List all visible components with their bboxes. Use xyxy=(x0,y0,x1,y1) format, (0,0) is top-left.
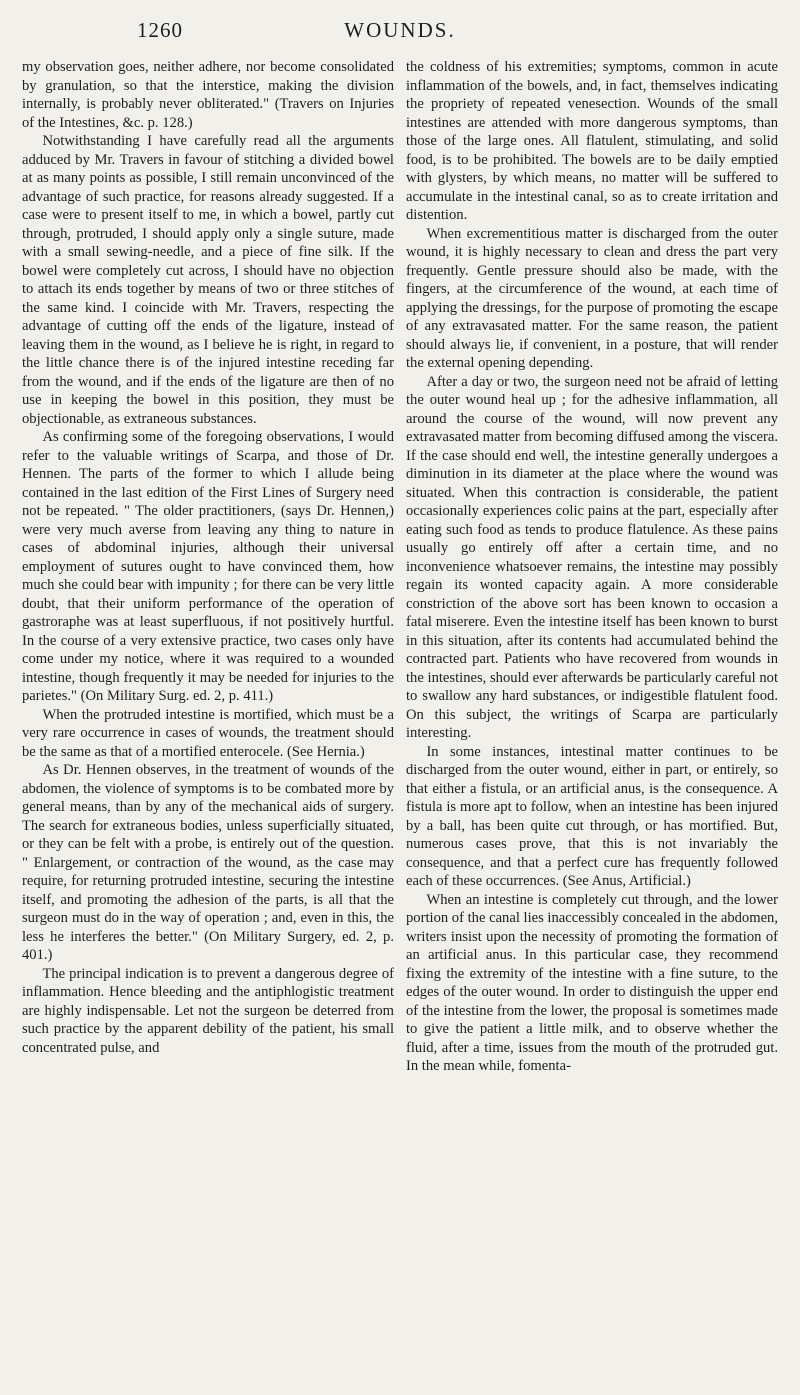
running-head: WOUNDS. xyxy=(344,18,456,42)
page-header xyxy=(22,18,778,52)
right-column xyxy=(406,58,778,1076)
text-columns xyxy=(22,52,778,1076)
paragraph: When the protruded intestine is mortified, which must be a very rare occurrence in cases of wounds, the treatment should be the same as that of a mortified enterocele. (See Hernia.) xyxy=(22,706,394,760)
paragraph: When excrementitious matter is discharged from the outer wound, it is highly necessary to clean and dress the part very frequently. Gentle pressure should also be made, with the fingers, at the circumference of the wound, at each time of applying the dressings, for the purpose of promoting the escape of any extravasated matter. For the same reason, the patient should always lie, if convenient, in a posture, that will render the external opening depending. xyxy=(406,225,778,371)
paragraph: When an intestine is completely cut through, and the lower portion of the canal lies inaccessibly concealed in the abdomen, writers insist upon the necessity of promoting the formation of an artificial anus. In this particular case, they recommend fixing the extremity of the intestine with a fine suture, to the edges of the outer wound. In order to distinguish the upper end of the intestine from the lower, the proposal is sometimes made to give the patient a little milk, and to observe whether the fluid, after a time, issues from the mouth of the protruded gut. In the mean while, fomenta- xyxy=(406,891,779,1074)
paragraph: Notwithstanding I have carefully read all the arguments adduced by Mr. Travers in favour of stitching a divided bowel at as many points as possible, I still remain unconvinced of the advantage of such practice, for reasons already suggested. If a case were to present itself to me, in which a bowel, partly cut through, protruded, I should apply only a single suture, made with a small sewing-needle, and a piece of fine silk. If the bowel were completely cut across, I should have no objection to attach its ends together by means of two or three stitches of the same kind. I coincide with Mr. Travers, respecting the advantage of cutting off the ends of the ligature, instead of leaving them in the wound, as I believe he is right, in regard to the little chance there is of the injured intestine receding far from the wound, and if the ends of the ligature are then of no use in keeping the bowel in this position, they must be objectionable, as extraneous substances. xyxy=(22,133,394,427)
paragraph: The principal indication is to prevent a dangerous degree of inflammation. Hence bleeding and the antiphlogistic treatment are highly indispensable. Let not the surgeon be deterred from such practice by the apparent debility of the patient, his small concentrated pulse, and xyxy=(22,965,394,1056)
paragraph: As confirming some of the foregoing observations, I would refer to the valuable writings of Scarpa, and those of Dr. Hennen. The parts of the former to which I allude being contained in the last edition of the First Lines of Surgery need not be repeated. " The older practitioners, (says Dr. Hennen,) were very much averse from leaving any thing to nature in cases of abdominal injuries, although their universal employment of sutures ought to have convinced them, how much she could bear with impunity ; for there can be very little doubt, that their uniform performance of the operation of gastroraphe was at least superfluous, if not positively hurtful. In the course of a very extensive practice, two cases only have come under my notice, where it was required to a wounded intestine, though frequently it may be needed for injuries to the parietes." (On Military Surg. ed. 2, p. 411.) xyxy=(22,429,394,704)
left-column xyxy=(22,58,394,1076)
paragraph: After a day or two, the surgeon need not be afraid of letting the outer wound heal up ; for the adhesive inflammation, all around the course of the wound, will now prevent any extravasated matter from becoming diffused among the viscera. If the case should end well, the intestine generally undergoes a diminution in its diameter at the place where the wound was situated. When this contraction is considerable, the patient occasionally experiences colic pains at the part, especially after eating such food as tends to produce flatulence. As these pains usually go entirely off after a certain time, and no inconvenience whatsoever remains, the intestine may possibly regain its wonted capacity again. A more considerable constriction of the above sort has been known to occasion a fatal miserere. Even the intestine itself has been known to burst in this situation, after its contents had accumulated behind the contracted part. Patients who have recovered from wounds in the intestines, should ever afterwards be particularly careful not to swallow any hard substances, or indigestible flatulent food. On this subject, the writings of Scarpa are particularly interesting. xyxy=(406,373,778,741)
paragraph: In some instances, intestinal matter continues to be discharged from the outer wound, either in part, or entirely, so that either a fistula, or an artificial anus, is the consequence. A fistula is more apt to follow, when an intestine has been injured by a ball, has been quite cut through, or has mortified. But, numerous cases prove, that this is not invariably the consequence, and that a perfect cure has frequently followed each of these occurrences. (See Anus, Artificial.) xyxy=(406,743,778,889)
paragraph: As Dr. Hennen observes, in the treatment of wounds of the abdomen, the violence of symptoms is to be combated more by general means, than by any of the mechanical aids of surgery. The search for extraneous bodies, unless superficially situated, or they can be felt with a probe, is entirely out of the question. " Enlargement, or contraction of the wound, as the case may require, for returning protruded intestine, securing the intestine itself, and promoting the adhesion of the parts, is all that the surgeon must do in the way of operation ; and, even in this, the less he interferes the better." (On Military Surgery, ed. 2, p. 401.) xyxy=(22,762,394,963)
paragraph: the coldness of his extremities; symptoms, common in acute inflammation of the bowels, and, in fact, themselves indicating the propriety of repeated venesection. Wounds of the small intestines are attended with more dangerous symptoms, than those of the large ones. All flatulent, stimulating, and solid food, is to be prohibited. The bowels are to be daily emptied with glysters, by which means, no matter will be suffered to accumulate in the intestinal canal, so as to create irritation and distention. xyxy=(406,59,778,223)
page-number: 1260 xyxy=(137,18,183,42)
paragraph: my observation goes, neither adhere, nor become consolidated by granulation, so that the interstice, making the division internally, is probably never obliterated." (Travers on Injuries of the Intestines, &c. p. 128.) xyxy=(22,59,394,131)
